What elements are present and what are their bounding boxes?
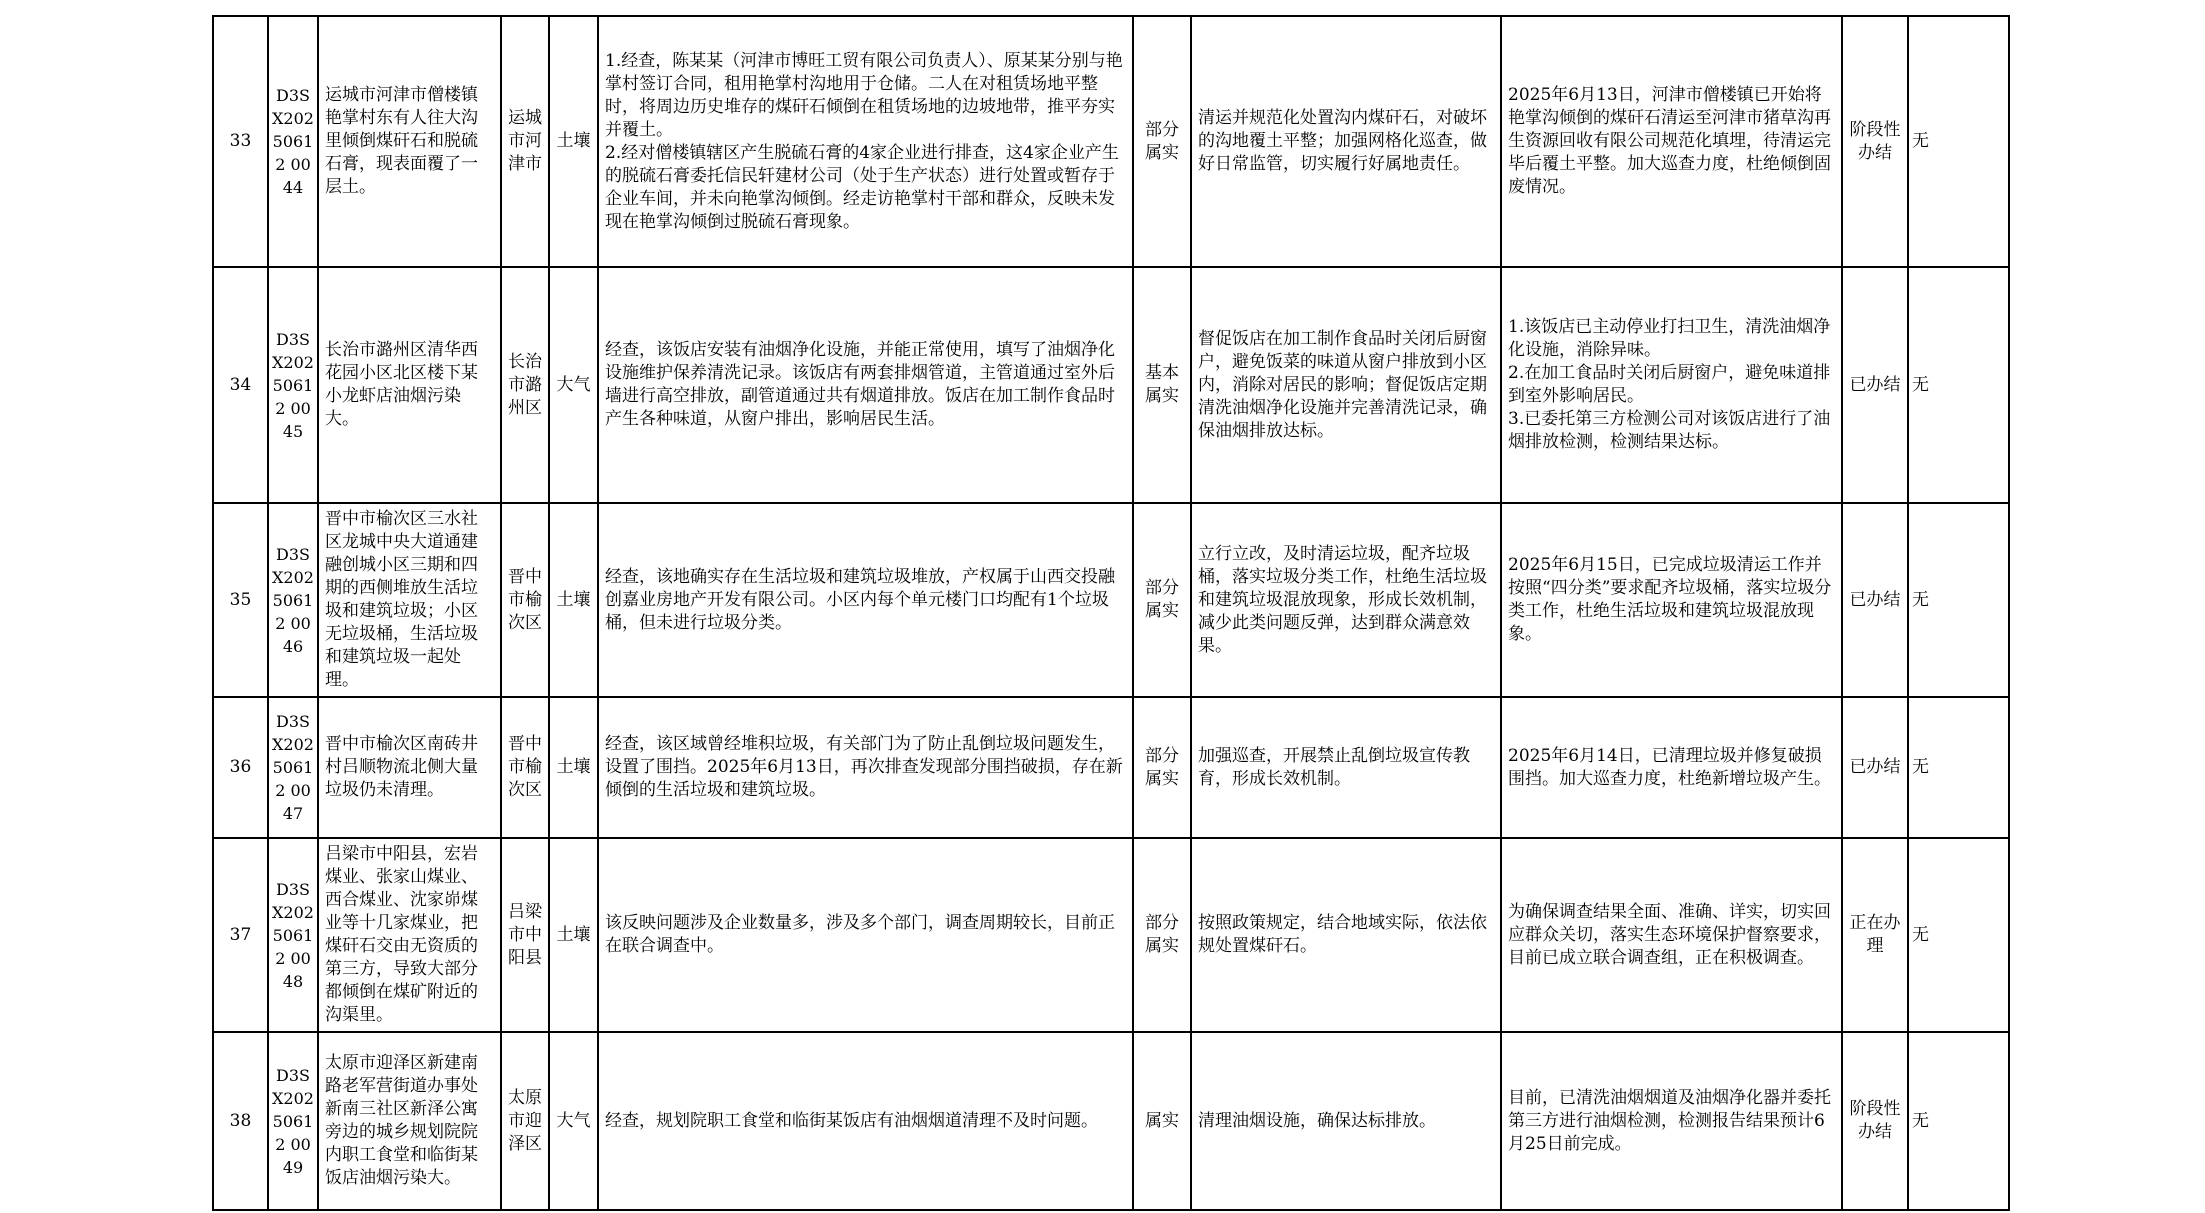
- case-code: D3SX20250612 0046: [268, 503, 318, 697]
- complaint-handling-table: [212, 15, 2010, 1211]
- investigation-findings: 经查，该饭店安装有油烟净化设施，并能正常使用，填写了油烟净化设施维护保养清洗记录。该饭店有两套排烟管道，主管道通过室外后墙进行高空排放，副管道通过共有烟道排放。饭店在加工制作食品时产生各种味道，从窗户排出，影响居民生活。: [598, 267, 1133, 503]
- administrative-region: 长治市潞州区: [501, 267, 549, 503]
- handling-status: 正在办理: [1842, 838, 1908, 1032]
- complaint-description: 运城市河津市僧楼镇艳掌村东有人往大沟里倾倒煤矸石和脱硫石膏，现表面覆了一层土。: [318, 16, 501, 267]
- case-code: D3SX20250612 0049: [268, 1032, 318, 1210]
- verification-verdict: 部分属实: [1133, 503, 1191, 697]
- rectification-progress: 为确保调查结果全面、准确、详实，切实回应群众关切，落实生态环境保护督察要求，目前已成立联合调查组，正在积极调查。: [1501, 838, 1842, 1032]
- rectification-requirement: 清运并规范化处置沟内煤矸石，对破坏的沟地覆土平整；加强网格化巡查，做好日常监管，切实履行好属地责任。: [1191, 16, 1501, 267]
- rectification-progress: 2025年6月15日，已完成垃圾清运工作并按照“四分类”要求配齐垃圾桶，落实垃圾分类工作，杜绝生活垃圾和建筑垃圾混放现象。: [1501, 503, 1842, 697]
- row-number: 36: [213, 697, 268, 838]
- verification-verdict: 基本属实: [1133, 267, 1191, 503]
- rectification-requirement: 按照政策规定，结合地域实际，依法依规处置煤矸石。: [1191, 838, 1501, 1032]
- investigation-findings: 该反映问题涉及企业数量多，涉及多个部门，调查周期较长，目前正在联合调查中。: [598, 838, 1133, 1032]
- handling-status: 阶段性办结: [1842, 1032, 1908, 1210]
- investigation-findings: 1.经查，陈某某（河津市博旺工贸有限公司负责人）、原某某分别与艳掌村签订合同，租用艳掌村沟地用于仓储。二人在对租赁场地平整时，将周边历史堆存的煤矸石倾倒在租赁场地的边坡地带，推平夯实并覆土。 2.经对僧楼镇辖区产生脱硫石膏的4家企业进行排查，这4家企业产生的脱硫石膏委托信民轩建材公司（处于生产状态）进行处置或暂存于企业车间，并未向艳掌沟倾倒。经走访艳掌村干部和群众，反映未发现在艳掌沟倾倒过脱硫石膏现象。: [598, 16, 1133, 267]
- row-number: 34: [213, 267, 268, 503]
- investigation-findings: 经查，规划院职工食堂和临街某饭店有油烟烟道清理不及时问题。: [598, 1032, 1133, 1210]
- table-row: [213, 697, 2009, 838]
- rectification-progress: 2025年6月14日，已清理垃圾并修复破损围挡。加大巡查力度，杜绝新增垃圾产生。: [1501, 697, 1842, 838]
- accountability: 无: [1908, 1032, 2009, 1210]
- table-row: [213, 1032, 2009, 1210]
- verification-verdict: 属实: [1133, 1032, 1191, 1210]
- handling-status: 已办结: [1842, 503, 1908, 697]
- complaint-description: 晋中市榆次区南砖井村吕顺物流北侧大量垃圾仍未清理。: [318, 697, 501, 838]
- case-code: D3SX20250612 0047: [268, 697, 318, 838]
- administrative-region: 晋中市榆次区: [501, 503, 549, 697]
- pollution-type: 土壤: [549, 16, 598, 267]
- case-code: D3SX20250612 0048: [268, 838, 318, 1032]
- pollution-type: 大气: [549, 1032, 598, 1210]
- pollution-type: 土壤: [549, 697, 598, 838]
- complaint-description: 吕梁市中阳县，宏岩煤业、张家山煤业、西合煤业、沈家峁煤业等十几家煤业，把煤矸石交由无资质的第三方，导致大部分都倾倒在煤矿附近的沟渠里。: [318, 838, 501, 1032]
- accountability: 无: [1908, 16, 2009, 267]
- table-row: [213, 838, 2009, 1032]
- administrative-region: 吕梁市中阳县: [501, 838, 549, 1032]
- pollution-type: 大气: [549, 267, 598, 503]
- row-number: 37: [213, 838, 268, 1032]
- administrative-region: 晋中市榆次区: [501, 697, 549, 838]
- accountability: 无: [1908, 503, 2009, 697]
- complaint-description: 晋中市榆次区三水社区龙城中央大道通建融创城小区三期和四期的西侧堆放生活垃圾和建筑垃圾；小区无垃圾桶，生活垃圾和建筑垃圾一起处理。: [318, 503, 501, 697]
- accountability: 无: [1908, 838, 2009, 1032]
- complaint-description: 长治市潞州区清华西花园小区北区楼下某小龙虾店油烟污染大。: [318, 267, 501, 503]
- accountability: 无: [1908, 697, 2009, 838]
- rectification-requirement: 督促饭店在加工制作食品时关闭后厨窗户，避免饭菜的味道从窗户排放到小区内，消除对居民的影响；督促饭店定期清洗油烟净化设施并完善清洗记录，确保油烟排放达标。: [1191, 267, 1501, 503]
- table-row: [213, 267, 2009, 503]
- rectification-progress: 2025年6月13日，河津市僧楼镇已开始将艳掌沟倾倒的煤矸石清运至河津市猪草沟再生资源回收有限公司规范化填埋，待清运完毕后覆土平整。加大巡查力度，杜绝倾倒固废情况。: [1501, 16, 1842, 267]
- handling-status: 阶段性办结: [1842, 16, 1908, 267]
- table-row: [213, 503, 2009, 697]
- case-code: D3SX20250612 0044: [268, 16, 318, 267]
- rectification-requirement: 立行立改，及时清运垃圾，配齐垃圾桶，落实垃圾分类工作，杜绝生活垃圾和建筑垃圾混放现象，形成长效机制，减少此类问题反弹，达到群众满意效果。: [1191, 503, 1501, 697]
- investigation-findings: 经查，该区域曾经堆积垃圾，有关部门为了防止乱倒垃圾问题发生，设置了围挡。2025年6月13日，再次排查发现部分围挡破损，存在新倾倒的生活垃圾和建筑垃圾。: [598, 697, 1133, 838]
- row-number: 35: [213, 503, 268, 697]
- handling-status: 已办结: [1842, 697, 1908, 838]
- row-number: 33: [213, 16, 268, 267]
- accountability: 无: [1908, 267, 2009, 503]
- rectification-progress: 1.该饭店已主动停业打扫卫生，清洗油烟净化设施，消除异味。 2.在加工食品时关闭后厨窗户，避免味道排到室外影响居民。 3.已委托第三方检测公司对该饭店进行了油烟排放检测，检测结果达标。: [1501, 267, 1842, 503]
- administrative-region: 太原市迎泽区: [501, 1032, 549, 1210]
- verification-verdict: 部分属实: [1133, 16, 1191, 267]
- investigation-findings: 经查，该地确实存在生活垃圾和建筑垃圾堆放，产权属于山西交投融创嘉业房地产开发有限公司。小区内每个单元楼门口均配有1个垃圾桶，但未进行垃圾分类。: [598, 503, 1133, 697]
- table-row: [213, 16, 2009, 267]
- pollution-type: 土壤: [549, 838, 598, 1032]
- complaint-description: 太原市迎泽区新建南路老军营街道办事处新南三社区新泽公寓旁边的城乡规划院院内职工食堂和临街某饭店油烟污染大。: [318, 1032, 501, 1210]
- pollution-type: 土壤: [549, 503, 598, 697]
- administrative-region: 运城市河津市: [501, 16, 549, 267]
- verification-verdict: 部分属实: [1133, 838, 1191, 1032]
- rectification-progress: 目前，已清洗油烟烟道及油烟净化器并委托第三方进行油烟检测，检测报告结果预计6月25日前完成。: [1501, 1032, 1842, 1210]
- rectification-requirement: 加强巡查，开展禁止乱倒垃圾宣传教育，形成长效机制。: [1191, 697, 1501, 838]
- verification-verdict: 部分属实: [1133, 697, 1191, 838]
- row-number: 38: [213, 1032, 268, 1210]
- rectification-requirement: 清理油烟设施，确保达标排放。: [1191, 1032, 1501, 1210]
- case-code: D3SX20250612 0045: [268, 267, 318, 503]
- handling-status: 已办结: [1842, 267, 1908, 503]
